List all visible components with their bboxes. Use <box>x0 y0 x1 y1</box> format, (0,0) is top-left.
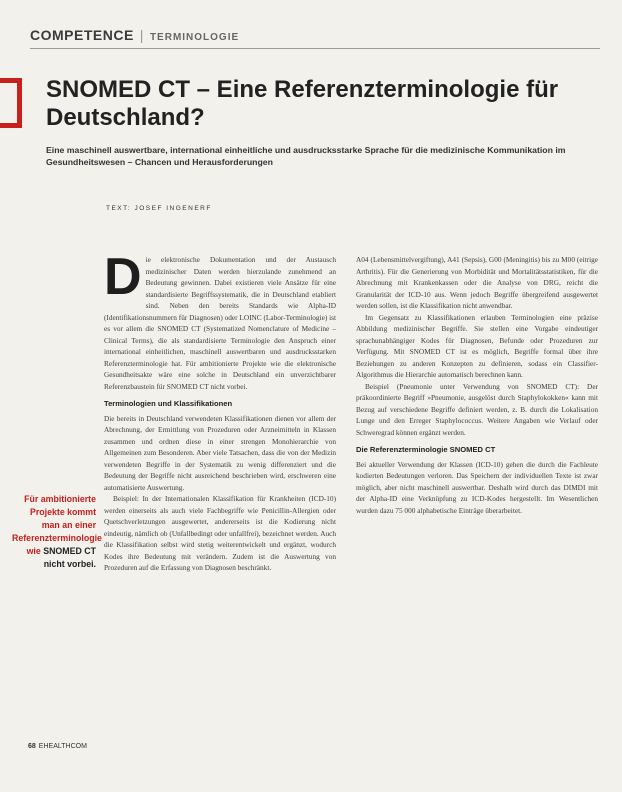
page-number: 68 <box>28 743 36 750</box>
title-accent-bracket <box>0 78 22 128</box>
section-heading-snomed: Die Referenzterminologie SNOMED CT <box>356 445 496 454</box>
paragraph-alpha-id: Bei aktueller Verwendung der Klassen (ICD-10) gehen die durch die Fachleute kodierten Bedeutungen verloren. Das Speichern der individuellen Texte ist zwar möglich, aber nicht maschinell auswertbar. Deshalb wird durch das DIMDI mit der Alpha-ID eine Verknüpfung zu ICD-Kodes hergestellt. Im Wesentlichen wurden dazu 75 000 alphabetische Einträge überarbeitet. <box>356 459 598 515</box>
page-footer <box>28 743 87 750</box>
pull-quote <box>12 493 102 571</box>
author-line: TEXT: JOSEF INGENERF <box>106 205 212 212</box>
paragraph-icd-example: Beispiel: In der Internationalen Klassifikation für Krankheiten (ICD-10) werden einerseits als auch viele Fachbegriffe wie Penicillin-Allergien oder Quetschverletzungen ausgewertet, andererseits ist die Kodierung nicht eindeutig, nämlich ob (Unfallbedingt oder unfallfrei), bezeichnet werden. Auch die Klassifikation selbst wird stetig weiterentwickelt und ergänzt, wodurch Kodes ihre Bedeutung mit verändern. Zudem ist die Auswertung von Prozeduren auf die Erfassung von Diagnosen beschränkt. <box>104 494 336 572</box>
header-separator: | <box>139 27 144 43</box>
section-label: COMPETENCE <box>30 27 134 43</box>
intro-paragraph: ie elektronische Dokumentation und der Austausch medizinischer Daten werden hierzulande zunehmend an Bedeutung gewinnen. Dabei existieren viele Ansätze für eine standardisierte Begriffssystematik, die in Deutschland etabliert sind. Neben den bereits Standards wie Alpha-ID (Identifikationsnummern für Diagnosen) oder LOINC (Labor-Terminologie) ist es vor allem die SNOMED CT (Systematized Nomenclature of Medicine – Clinical Terms), die als standardisierte Terminologie den Anspruch einer international einheitlichen, maschinell auswertbaren und ausdrucksstarken Referenzterminologie hat. Für ambitionierte Projekte wie die elektronische Gesundheitsakte wäre eine solche in Deutschland ein unverzichtbarer Referenzbaustein für SNOMED CT nicht vorbei. <box>104 255 336 391</box>
drop-cap: D <box>104 248 142 306</box>
section-heading-terminologien: Terminologien und Klassifikationen <box>104 399 233 408</box>
article-subtitle: Eine maschinell auswertbare, international einheitliche und ausdrucksstarke Sprache für die medizinische Kommunikation im Gesundheitswesen – Chancen und Herausforderungen <box>46 145 566 167</box>
pull-quote-text: Für ambitionierte Projekte kommt man an einer Referenzterminologie wie <box>12 494 102 556</box>
paragraph-klassifikationen: Die bereits in Deutschland verwendeten Klassifikationen dienen vor allem der Abrechnung, der Ermittlung von Prozeduren oder Arzneimitteln in Klassen zusammen und ordnen diese in einer strengen Monohierarchie von Allgemeinen zum Besonderen. Aber viele Tatsachen, dass die von der Medizin verwendeten Begriffe in der Systematik zu wenig differenziert und die Bedeutung der Begriffe nicht ausreichend beschrieben wird, erschweren eine automatisierte Auswertung. <box>104 413 336 492</box>
topic-label: TERMINOLOGIE <box>149 32 240 43</box>
text-column-left <box>104 248 336 574</box>
section-header <box>30 27 239 43</box>
pull-quote-highlight: SNOMED CT nicht vorbei. <box>43 546 96 569</box>
magazine-name: EHEALTHCOM <box>38 743 87 750</box>
paragraph-icd-granularity: A04 (Lebensmittelvergiftung), A41 (Sepsis), G00 (Meningitis) bis zu M00 (eitrige Arthritis). Für die Generierung von Morbidität und Mortalitätsstatistiken, für die Abrechnung mit Krankenkassen oder die Analyse von DRG, reicht die Granularität der ICD-10 aus. Wenn jedoch Begriffe übergreifend ausgewertet werden sollen, ist die Klassifikation nicht anwendbar. <box>356 255 598 310</box>
header-rule <box>30 48 600 49</box>
text-column-right <box>356 254 598 516</box>
paragraph-terminologien: Im Gegensatz zu Klassifikationen erlauben Terminologien eine präzise Abbildung medizinischer Begriffe. Sie stellen eine Vorgabe eindeutiger sprachunabhängiger Kodes für Diagnosen, Befunde oder Prozeduren zur Verfügung. Mit SNOMED CT ist es möglich, Begriffe formal über ihre Beziehungen zu anderen Konzepten zu definieren, sodass ein Classifier-Algorithmus die Hierarchie automatisch berechnen kann. <box>356 312 598 379</box>
article-title: SNOMED CT – Eine Referenzterminologie für Deutschland? <box>46 76 559 131</box>
paragraph-snomed-example: Beispiel (Pneumonie unter Verwendung von SNOMED CT): Der präkoordinierte Begriff »Pneumonie, ausgelöst durch Staphylokokken« kann mit Bezug auf verschiedene Begriffe definiert werden, z. B. durch die Lokalisation Lunge und den Erreger Staphylococcus. Weitere Angaben wie Verlauf oder Schweregrad können ergänzt werden. <box>356 381 598 437</box>
